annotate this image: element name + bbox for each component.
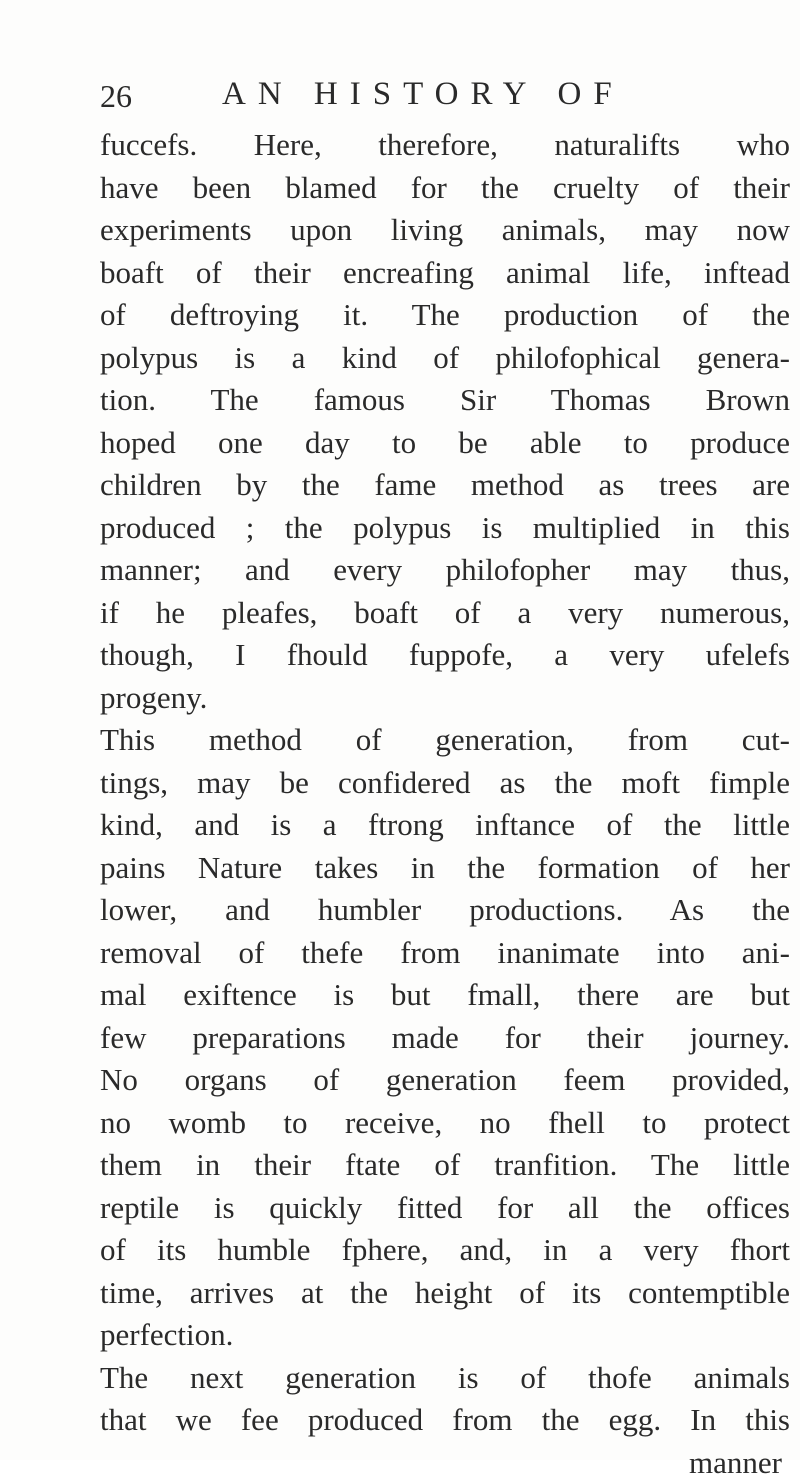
text-line: children by the fame method as trees are [100,464,790,507]
text-line: pains Nature takes in the formation of her [100,847,790,890]
text-line: tion. The famous Sir Thomas Brown [100,379,790,422]
text-line: No organs of generation feem provided, [100,1059,790,1102]
body-text [100,124,790,1484]
text-line: mal exiftence is but fmall, there are but [100,974,790,1017]
text-line: of its humble fphere, and, in a very fhort [100,1229,790,1272]
text-line: few preparations made for their journey. [100,1017,790,1060]
text-line: The next generation is of thofe animals [100,1357,790,1400]
text-line: them in their ftate of tranfition. The little [100,1144,790,1187]
text-line: though, I fhould fuppofe, a very ufelefs [100,634,790,677]
text-line: tings, may be confidered as the moft fimple [100,762,790,805]
page-number: 26 [100,76,132,116]
text-line: produced ; the polypus is multiplied in this [100,507,790,550]
text-line: reptile is quickly fitted for all the offices [100,1187,790,1230]
text-line: kind, and is a ftrong inftance of the little [100,804,790,847]
text-line: polypus is a kind of philofophical genera- [100,337,790,380]
text-line: fuccefs. Here, therefore, naturalifts who [100,124,790,167]
text-line: removal of thefe from inanimate into ani- [100,932,790,975]
running-head: AN HISTORY OF [222,74,624,114]
text-line: hoped one day to be able to produce [100,422,790,465]
text-line: if he pleafes, boaft of a very numerous, [100,592,790,635]
text-line: of deftroying it. The production of the [100,294,790,337]
text-line: boaft of their encreafing animal life, inftead [100,252,790,295]
text-line: manner; and every philofopher may thus, [100,549,790,592]
text-line: perfection. [100,1314,790,1357]
text-line: time, arrives at the height of its contemptible [100,1272,790,1315]
text-line: lower, and humbler productions. As the [100,889,790,932]
text-line: have been blamed for the cruelty of their [100,167,790,210]
text-line: no womb to receive, no fhell to protect [100,1102,790,1145]
text-line: that we fee produced from the egg. In this [100,1399,790,1442]
catchword: manner [100,1442,790,1484]
text-line: progeny. [100,677,790,720]
text-line: experiments upon living animals, may now [100,209,790,252]
text-line: This method of generation, from cut- [100,719,790,762]
